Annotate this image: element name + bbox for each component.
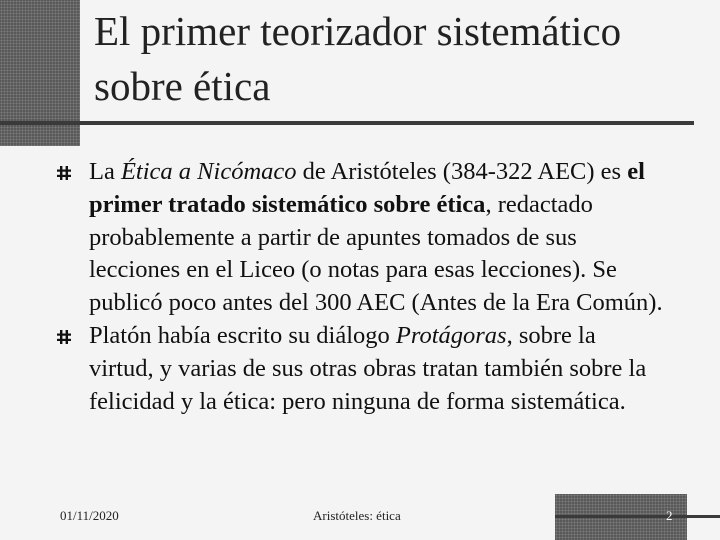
bullet-item-1: [56, 156, 666, 320]
bullet-2-text-b: , sobre la virtud, y varias de sus otras obras tratan también sobre la felicidad y la ética: pero ninguna de forma sistemática.: [89, 321, 647, 415]
hash-bullet-icon: [56, 329, 72, 345]
title-line-2: sobre ética: [94, 63, 271, 109]
footer-title: Aristóteles: ética: [313, 508, 401, 523]
hash-bullet-icon: [56, 165, 72, 181]
footer-divider: [555, 515, 720, 518]
title-divider: [0, 121, 694, 125]
title-line-1: El primer teorizador sistemático: [94, 8, 622, 54]
bullet-2-text-a: Platón había escrito su diálogo: [89, 321, 396, 349]
bullet-1-text-b: de Aristóteles (384-322 AEC) es: [296, 158, 628, 185]
slide-body: [56, 156, 666, 418]
page-number: 2: [666, 508, 673, 523]
bullet-1-text-a: La: [89, 158, 121, 185]
slide-title: [94, 4, 694, 114]
footer-date: 01/11/2020: [60, 508, 119, 523]
bullet-item-2: [56, 320, 666, 418]
bullet-1-emphasis: el primer tratado sistemático sobre ética: [89, 158, 645, 218]
bullet-1-text-c: , redactado probablemente a partir de apuntes tomados de sus lecciones en el Liceo (o notas para esas lecciones). Se publicó poco antes del 300 AEC (Antes de la Era Común).: [89, 190, 663, 317]
bullet-1-book-title: Ética a Nicómaco: [120, 158, 297, 185]
bullet-2-dialogue-title: Protágoras: [395, 321, 507, 349]
